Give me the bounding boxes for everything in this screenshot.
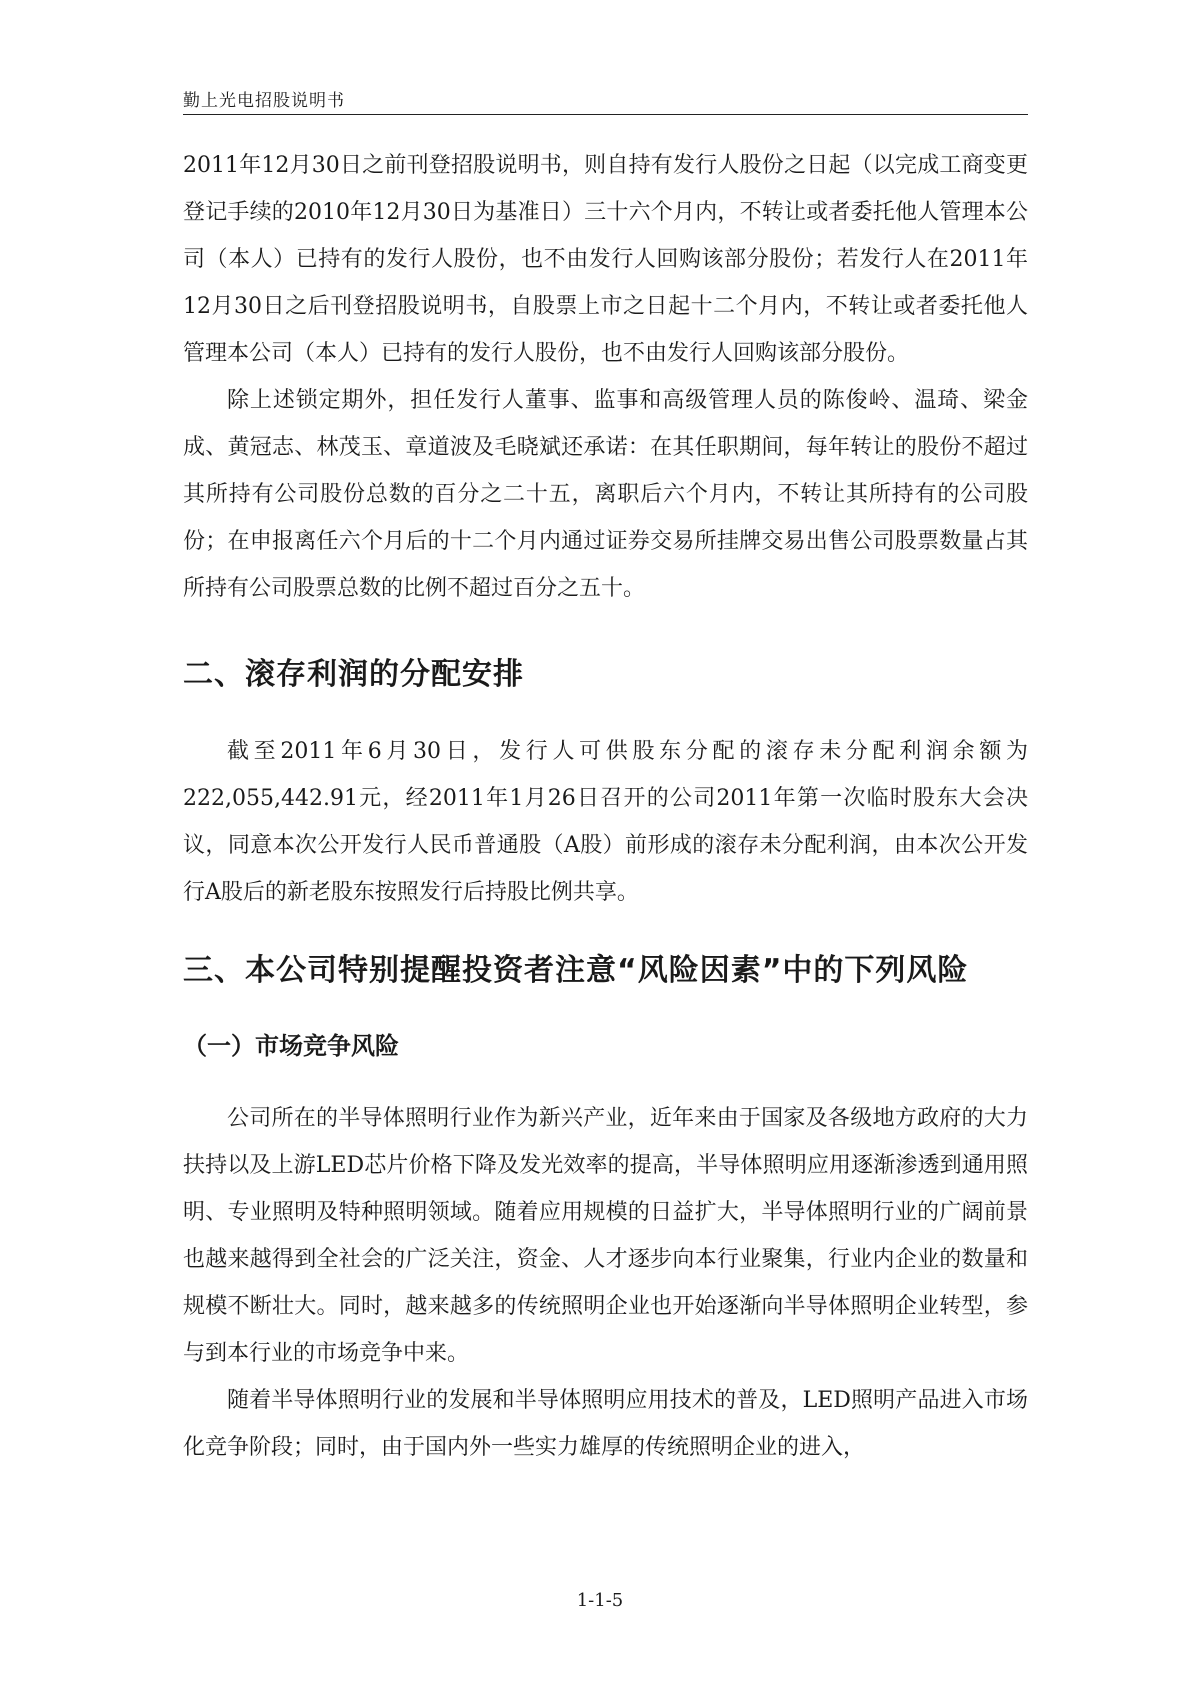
spacer bbox=[183, 1063, 1028, 1095]
spacer bbox=[183, 695, 1028, 728]
spacer bbox=[183, 991, 1028, 1029]
spacer bbox=[183, 612, 1028, 655]
section-heading-risk-factors: 三、本公司特别提醒投资者注意“风险因素”中的下列风险 bbox=[183, 953, 969, 988]
running-header: 勤上光电招股说明书 bbox=[183, 91, 345, 111]
section-heading-retained-profit: 二、滚存利润的分配安排 bbox=[183, 657, 524, 692]
header-divider bbox=[183, 114, 1028, 115]
subsection-heading-market-competition: （一）市场竞争风险 bbox=[183, 1032, 399, 1060]
page-number: 1-1-5 bbox=[576, 1590, 624, 1611]
document-body bbox=[183, 142, 1028, 1471]
paragraph-led-competition: 随着半导体照明行业的发展和半导体照明应用技术的普及，LED照明产品进入市场化竞争阶段；同时，由于国内外一些实力雄厚的传统照明企业的进入， bbox=[183, 1388, 1028, 1460]
paragraph-market-competition: 公司所在的半导体照明行业作为新兴产业，近年来由于国家及各级地方政府的大力扶持以及上游LED芯片价格下降及发光效率的提高，半导体照明应用逐渐渗透到通用照明、专业照明及特种照明领域。随着应用规模的日益扩大，半导体照明行业的广阔前景也越来越得到全社会的广泛关注，资金、人才逐步向本行业聚集，行业内企业的数量和规模不断壮大。同时，越来越多的传统照明企业也开始逐渐向半导体照明企业转型，参与到本行业的市场竞争中来。 bbox=[183, 1106, 1028, 1366]
spacer bbox=[183, 916, 1028, 951]
paragraph-lockup-continued: 2011年12月30日之前刊登招股说明书，则自持有发行人股份之日起（以完成工商变更登记手续的2010年12月30日为基准日）三十六个月内，不转让或者委托他人管理本公司（本人）已持有的发行人股份，也不由发行人回购该部分股份；若发行人在2011年12月30日之后刊登招股说明书，自股票上市之日起十二个月内，不转让或者委托他人管理本公司（本人）已持有的发行人股份，也不由发行人回购该部分股份。 bbox=[183, 153, 1028, 366]
paragraph-director-commitment: 除上述锁定期外，担任发行人董事、监事和高级管理人员的陈俊岭、温琦、梁金成、黄冠志、林茂玉、章道波及毛晓斌还承诺：在其任职期间，每年转让的股份不超过其所持有公司股份总数的百分之二十五，离职后六个月内，不转让其所持有的公司股份；在申报离任六个月后的十二个月内通过证券交易所挂牌交易出售公司股票数量占其所持有公司股票总数的比例不超过百分之五十。 bbox=[183, 388, 1028, 601]
paragraph-retained-profit: 截至2011年6月30日，发行人可供股东分配的滚存未分配利润余额为222,055,442.91元，经2011年1月26日召开的公司2011年第一次临时股东大会决议，同意本次公开发行人民币普通股（A股）前形成的滚存未分配利润，由本次公开发行A股后的新老股东按照发行后持股比例共享。 bbox=[183, 739, 1028, 905]
